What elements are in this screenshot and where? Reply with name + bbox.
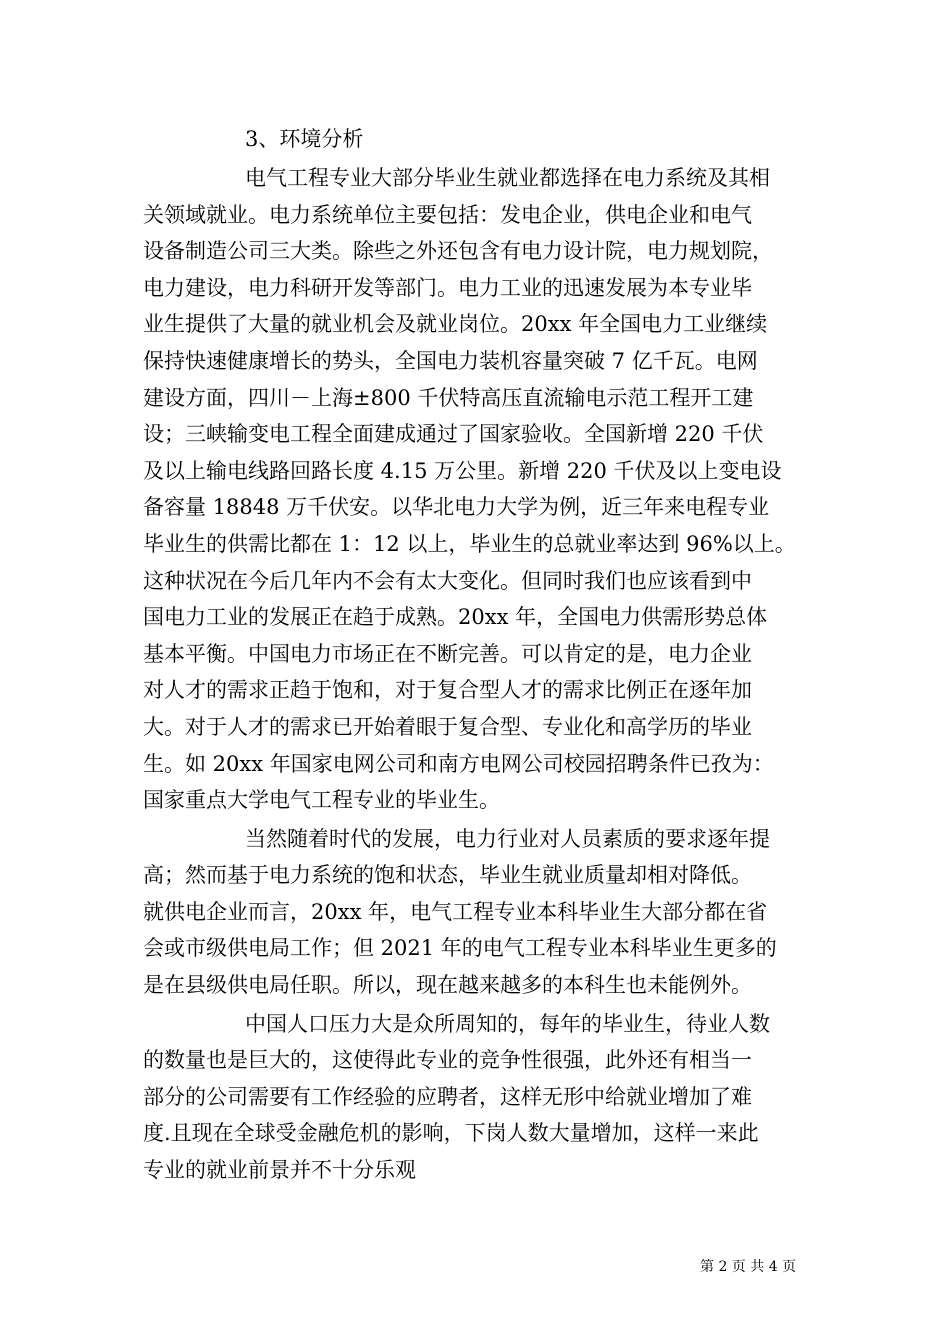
section-heading: 3、环境分析 <box>245 127 364 151</box>
text-line: 建设方面，四川－上海±800 千伏特高压直流输电示范工程开工建 <box>143 385 754 410</box>
text-line: 基本平衡。中国电力市场正在不断完善。可以肯定的是，电力企业 <box>143 641 752 666</box>
text-line: 中国人口压力大是众所周知的，每年的毕业生，待业人数 <box>245 1011 770 1036</box>
text-line: 毕业生的供需比都在 1：12 以上，毕业生的总就业率达到 96%以上。 <box>143 531 796 556</box>
text-line: 当然随着时代的发展，电力行业对人员素质的要求逐年提 <box>245 826 770 851</box>
text-line: 国家重点大学电气工程专业的毕业生。 <box>143 788 500 813</box>
text-line: 大。对于人才的需求已开始着眼于复合型、专业化和高学历的毕业 <box>143 714 752 739</box>
text-line: 及以上输电线路回路长度 4.15 万公里。新增 220 千伏及以上变电设 <box>143 458 782 483</box>
text-line: 生。如 20xx 年国家电网公司和南方电网公司校园招聘条件已孜为： <box>143 751 774 776</box>
text-line: 度.且现在全球受金融危机的影响，下岗人数大量增加，这样一来此 <box>143 1121 759 1146</box>
text-line: 保持快速健康增长的势头，全国电力装机容量突破 7 亿千瓦。电网 <box>143 348 758 373</box>
page-number-footer: 第 2 页 共 4 页 <box>700 1259 797 1275</box>
text-line: 设；三峡输变电工程全面建成通过了国家验收。全国新增 220 千伏 <box>143 422 764 447</box>
text-line: 这种状况在今后几年内不会有太大变化。但同时我们也应该看到中 <box>143 568 752 593</box>
text-line: 备容量 18848 万千伏安。以华北电力大学为例，近三年来电程专业 <box>143 495 770 520</box>
paragraph-1 <box>143 160 813 819</box>
text-line: 对人才的需求正趋于饱和，对于复合型人才的需求比例正在逐年加 <box>143 678 752 703</box>
paragraph-3 <box>143 1006 813 1189</box>
document-body <box>143 118 813 1189</box>
text-line: 电力建设，电力科研开发等部门。电力工业的迅速发展为本专业毕 <box>143 275 752 300</box>
text-line: 关领域就业。电力系统单位主要包括：发电企业，供电企业和电气 <box>143 202 752 227</box>
text-line: 高；然而基于电力系统的饱和状态，毕业生就业质量却相对降低。 <box>143 863 752 888</box>
text-line: 国电力工业的发展正在趋于成熟。20xx 年，全国电力供需形势总体 <box>143 605 768 630</box>
text-line: 部分的公司需要有工作经验的应聘者，这样无形中给就业增加了难 <box>143 1084 752 1109</box>
text-line: 会或市级供电局工作；但 2021 年的电气工程专业本科毕业生更多的 <box>143 936 777 961</box>
text-line: 业生提供了大量的就业机会及就业岗位。20xx 年全国电力工业继续 <box>143 312 768 337</box>
text-line: 的数量也是巨大的，这使得此专业的竞争性很强，此外还有相当一 <box>143 1048 752 1073</box>
text-line: 电气工程专业大部分毕业生就业都选择在电力系统及其相 <box>245 166 770 190</box>
paragraph-2 <box>143 821 813 1004</box>
text-line: 专业的就业前景并不十分乐观 <box>143 1158 416 1183</box>
text-line: 是在县级供电局任职。所以，现在越来越多的本科生也未能例外。 <box>143 973 752 998</box>
text-line: 就供电企业而言，20xx 年，电气工程专业本科毕业生大部分都在省 <box>143 899 768 924</box>
text-line: 设备制造公司三大类。除些之外还包含有电力设计院，电力规划院， <box>143 239 773 264</box>
